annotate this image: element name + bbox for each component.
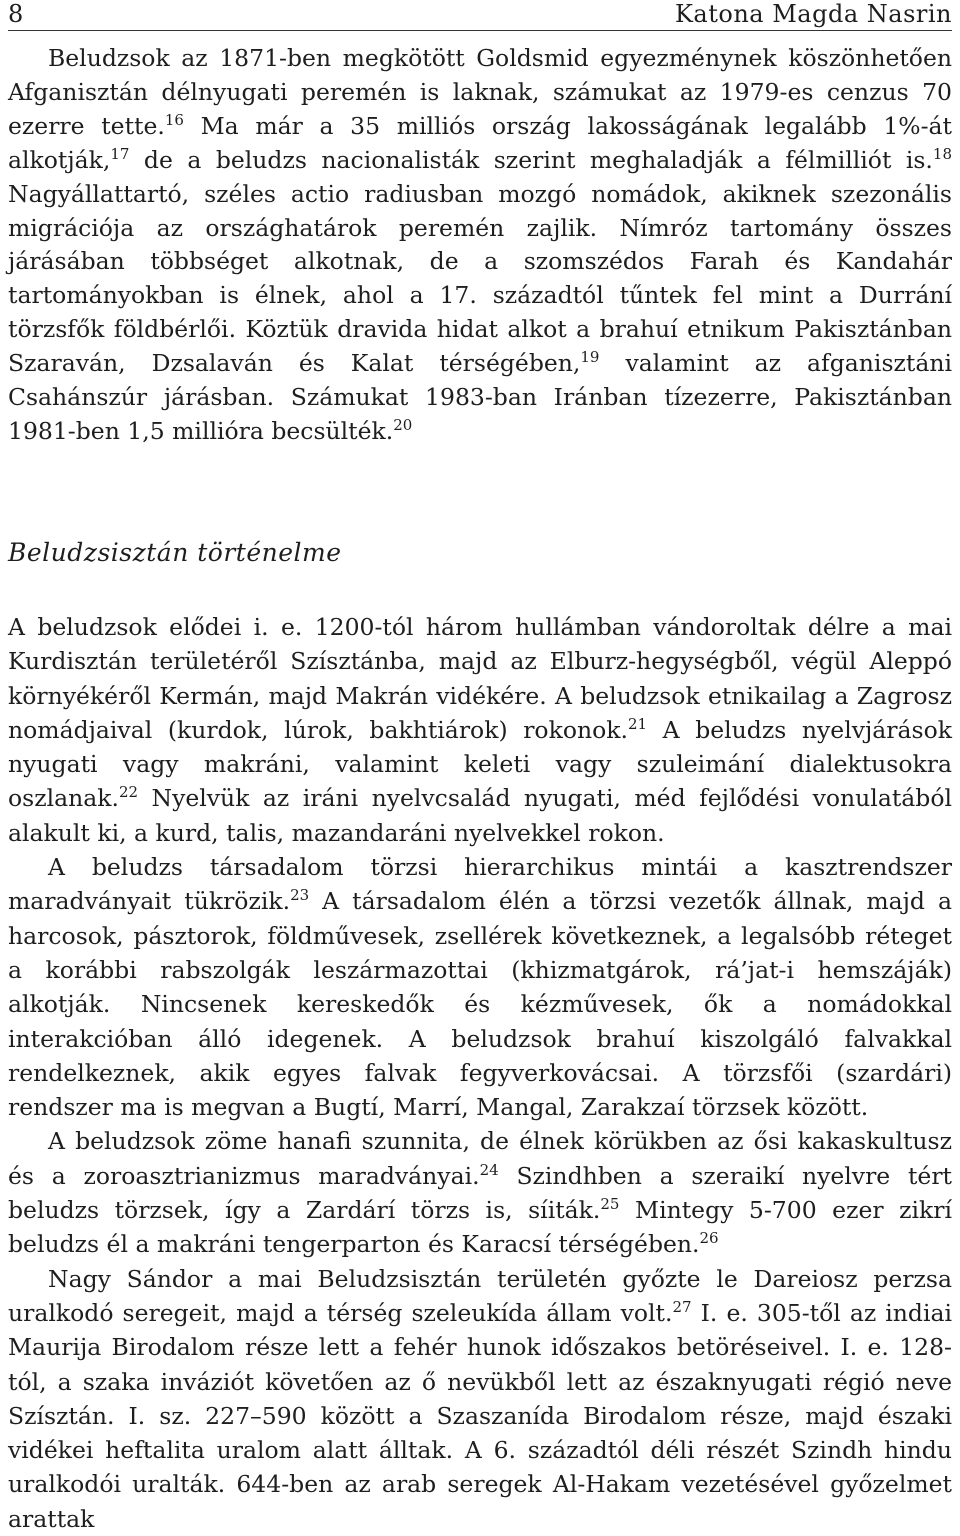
running-title: Katona Magda Nasrin <box>674 0 952 28</box>
paragraph: A beludzs társadalom törzsi hierarchikus mintái a kasztrendszer maradványait tükrözik.$^{23}$ A társadalom élén a törzsi vezetők állnak, majd a harcosok, pásztorok, földművesek, zsellérek következnek, a legalsóbb réteget a korábbi rabszolgák leszármazottai (khizmatgárok, rá’jat-i hemszáják) alkotják. Nincsenek kereskedők és kézművesek, ők a nomádokkal interakcióban álló idegenek. A beludzsok brahuí kiszolgáló falvakkal rendelkeznek, akik egyes falvak fegyverkovácsai. A törzsfői (szardári) rendszer ma is megvan a Bugtí, Marrí, Mangal, Zarakzaí törzsek között. <box>8 853 952 1122</box>
footnote-ref: 19 <box>580 348 600 367</box>
footnote-ref: 17 <box>110 144 130 163</box>
footnote-ref: 22 <box>118 783 139 802</box>
footnote-ref: 16 <box>164 110 184 129</box>
footnote-ref: 25 <box>600 1195 620 1214</box>
section-heading: Beludzsisztán történelme <box>8 538 342 567</box>
page-header <box>8 0 952 31</box>
footnote-ref: 18 <box>932 144 952 163</box>
footnote-ref: 23 <box>290 886 310 905</box>
page-number: 8 <box>8 0 24 28</box>
footnote-ref: 26 <box>699 1229 719 1248</box>
footnote-ref: 27 <box>672 1297 692 1316</box>
paragraph: A beludzsok zöme hanafi szunnita, de élnek körükben az ősi kakaskultusz és a zoroasztrianizmus maradványai.$^{24}$ Szindhben a szeraikí nyelvre tért beludzs törzsek, így a Zardárí törzs is, síiták.$^{25}$ Mintegy 5-700 ezer zikrí beludzs él a makráni tengerparton és Karacsí térségében.$^{26}$ <box>8 1127 952 1259</box>
section-1-text <box>8 42 952 449</box>
paragraph: Beludzsok az 1871-ben megkötött Goldsmid egyezménynek köszönhetően Afganisztán délnyugati peremén is laknak, számukat az 1979-es cenzus 70 ezerre tette.$^{16}$ Ma már a 35 milliós ország lakosságának legalább 1%-át alkotják,$^{17}$ de a beludzs nacionalisták szerint meghaladják a félmilliót is.$^{18}$ Nagyállattartó, széles actio radiusban mozgó nomádok, akiknek szezonális migrációja az országhatárok peremén zajlik. Nímróz tartomány összes járásában többséget alkotnak, de a szomszédos Farah és Kandahár tartományokban is élnek, ahol a 17. századtól tűntek fel mint a Durrání törzsfők földbérlői. Köztük dravida hidat alkot a brahuí etnikum Pakisztánban Szaraván, Dzsalaván és Kalat térségében,$^{19}$ valamint az afganisztáni Csahánszúr járásban. Számukat 1983-ban Iránban tízezerre, Pakisztánban 1981-ben 1,5 millióra becsülték.$^{20}$ <box>8 44 952 445</box>
section-2-text <box>8 610 952 1536</box>
paragraph: Nagy Sándor a mai Beludzsisztán területén győzte le Dareiosz perzsa uralkodó seregeit, majd a térség szeleukída állam volt.$^{27}$ I. e. 305-től az indiai Maurija Birodalom része lett a fehér hunok időszakos betöréseivel. I. e. 128-tól, a szaka inváziót követően az ő nevükből lett az északnyugati régió neve Szísztán. I. sz. 227–590 között a Szaszanída Birodalom része, majd északi vidékei heftalita uralom alatt álltak. A 6. századtól déli részét Szindh hindu uralkodói uralták. 644-ben az arab seregek Al-Hakam vezetésével győzelmet arattak <box>8 1264 953 1533</box>
footnote-ref: 24 <box>479 1160 499 1179</box>
footnote-ref: 21 <box>627 714 648 733</box>
footnote-ref: 20 <box>393 415 413 434</box>
paragraph: A beludzsok elődei i. e. 1200-tól három hullámban vándoroltak délre a mai Kurdisztán területéről Szísztánba, majd az Elburz-hegységből, végül Aleppó környékéről Kermán, majd Makrán vidékére. A beludzsok etnikailag a Zagrosz nomádjaival (kurdok, lúrok, bakhtiárok) rokonok.$^{21}$ A beludzs nyelvjárások nyugati vagy makráni, valamint keleti vagy szuleimání dialektusokra oszlanak.$^{22}$ Nyelvük az iráni nyelvcsalád nyugati, méd fejlődési vonulatából alakult ki, a kurd, talis, mazandaráni nyelvekkel rokon. <box>8 613 952 847</box>
